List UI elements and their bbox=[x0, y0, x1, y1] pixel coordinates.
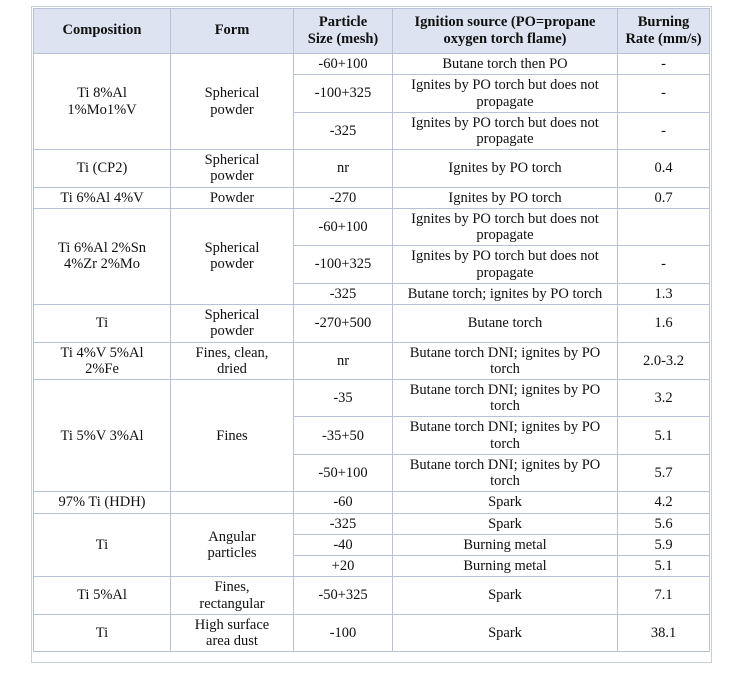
header-line: Burning bbox=[637, 14, 690, 30]
burning-rate-value: 5.1 bbox=[654, 427, 673, 444]
ignition-source-value: Spark bbox=[488, 587, 522, 604]
cell-composition bbox=[34, 492, 171, 513]
cell-particle-size bbox=[294, 54, 393, 75]
cell-particle-size bbox=[294, 417, 393, 454]
cell-burning-rate bbox=[618, 112, 710, 149]
ignition-source-value: Butane torch bbox=[467, 315, 543, 332]
cell-ignition-source bbox=[393, 150, 618, 187]
cell-particle-size bbox=[294, 208, 393, 245]
cell-burning-rate bbox=[618, 54, 710, 75]
cell-composition bbox=[34, 208, 171, 304]
cell-burning-rate bbox=[618, 556, 710, 577]
cell-particle-size bbox=[294, 556, 393, 577]
particle-size-value: nr bbox=[336, 352, 350, 369]
cell-ignition-source bbox=[393, 112, 618, 149]
cell-particle-size bbox=[294, 342, 393, 379]
particle-size-value: -325 bbox=[329, 515, 357, 532]
form-line: Spherical bbox=[204, 240, 260, 257]
cell-form bbox=[171, 614, 294, 651]
form-line: area dust bbox=[206, 633, 258, 650]
cell-particle-size bbox=[294, 305, 393, 342]
cell-ignition-source bbox=[393, 54, 618, 75]
cell-particle-size bbox=[294, 513, 393, 534]
form-line: powder bbox=[210, 101, 254, 118]
form-line: Spherical bbox=[204, 85, 260, 102]
cell-burning-rate bbox=[618, 534, 710, 555]
cell-ignition-source bbox=[393, 556, 618, 577]
cell-burning-rate bbox=[618, 150, 710, 187]
table-row bbox=[34, 187, 710, 208]
cell-ignition-source bbox=[393, 417, 618, 454]
table-row bbox=[34, 54, 710, 75]
particle-size-value: -60+100 bbox=[318, 56, 368, 73]
ignition-source-value: Spark bbox=[488, 624, 522, 641]
ignition-source-value: Butane torch DNI; ignites by PO torch bbox=[409, 382, 601, 415]
ignition-source-value: Ignites by PO torch but does not propagate bbox=[411, 248, 599, 281]
cell-form bbox=[171, 492, 294, 513]
cell-composition bbox=[34, 54, 171, 150]
cell-burning-rate bbox=[618, 577, 710, 614]
particle-size-value: -40 bbox=[333, 536, 353, 553]
form-line: rectangular bbox=[199, 595, 265, 612]
form-line: powder bbox=[210, 323, 254, 340]
table-row bbox=[34, 614, 710, 651]
particle-size-value: -325 bbox=[329, 285, 357, 302]
cell-composition bbox=[34, 577, 171, 614]
form-line: Fines, clean, bbox=[195, 344, 269, 361]
cell-particle-size bbox=[294, 534, 393, 555]
column-header-burning-rate bbox=[618, 9, 710, 54]
particle-size-value: -100+325 bbox=[314, 85, 372, 102]
table-header bbox=[34, 9, 710, 54]
header-row bbox=[34, 9, 710, 54]
burning-rate-value: 1.3 bbox=[654, 285, 673, 302]
cell-ignition-source bbox=[393, 342, 618, 379]
composition-line: Ti 8%Al bbox=[77, 85, 127, 102]
cell-ignition-source bbox=[393, 454, 618, 491]
cell-particle-size bbox=[294, 246, 393, 283]
cell-form bbox=[171, 150, 294, 187]
table-row bbox=[34, 342, 710, 379]
burning-rate-value: - bbox=[661, 256, 666, 273]
particle-size-value: -100+325 bbox=[314, 256, 372, 273]
composition-line: 97% Ti (HDH) bbox=[58, 494, 146, 511]
cell-burning-rate bbox=[618, 417, 710, 454]
particle-size-value: -270 bbox=[329, 189, 357, 206]
column-header-form bbox=[171, 9, 294, 54]
table-row bbox=[34, 208, 710, 245]
header-line: Ignition source (PO=propane bbox=[414, 14, 596, 30]
form-line: dried bbox=[217, 360, 247, 377]
ignition-source-value: Spark bbox=[488, 494, 522, 511]
cell-ignition-source bbox=[393, 187, 618, 208]
burning-rate-value: 38.1 bbox=[650, 624, 677, 641]
burning-rate-value: - bbox=[661, 122, 666, 139]
ignition-source-value: Burning metal bbox=[463, 536, 547, 553]
column-header-composition bbox=[34, 9, 171, 54]
header-line: Form bbox=[214, 22, 250, 39]
burning-rate-value: 3.2 bbox=[654, 390, 673, 407]
table-row bbox=[34, 305, 710, 342]
cell-ignition-source bbox=[393, 208, 618, 245]
composition-line: Ti 5%V 3%Al bbox=[60, 427, 144, 444]
burning-rate-value: 4.2 bbox=[654, 494, 673, 511]
composition-line: Ti 5%Al bbox=[77, 587, 127, 604]
composition-line: Ti 4%V 5%Al bbox=[60, 344, 144, 361]
cell-ignition-source bbox=[393, 534, 618, 555]
cell-form bbox=[171, 187, 294, 208]
form-line: powder bbox=[210, 168, 254, 185]
form-line: particles bbox=[207, 545, 257, 561]
composition-line: 1%Mo1%V bbox=[67, 101, 137, 118]
ignition-source-value: Ignites by PO torch bbox=[448, 160, 562, 177]
form-line: Fines bbox=[216, 427, 248, 444]
particle-size-value: +20 bbox=[331, 558, 355, 575]
cell-burning-rate bbox=[618, 208, 710, 245]
composition-line: Ti bbox=[95, 624, 109, 641]
column-header-particle-size bbox=[294, 9, 393, 54]
cell-burning-rate bbox=[618, 305, 710, 342]
form-line: Fines, bbox=[214, 579, 250, 596]
composition-line: Ti 6%Al 4%V bbox=[60, 189, 144, 206]
cell-particle-size bbox=[294, 150, 393, 187]
cell-burning-rate bbox=[618, 342, 710, 379]
cell-burning-rate bbox=[618, 614, 710, 651]
cell-form bbox=[171, 577, 294, 614]
burning-rate-value: 0.4 bbox=[654, 160, 673, 177]
particle-size-value: -60+100 bbox=[318, 219, 368, 236]
particle-size-value: -50+100 bbox=[318, 465, 368, 482]
particle-size-value: -50+325 bbox=[318, 587, 368, 604]
cell-ignition-source bbox=[393, 380, 618, 417]
cell-composition bbox=[34, 614, 171, 651]
cell-ignition-source bbox=[393, 492, 618, 513]
cell-burning-rate bbox=[618, 246, 710, 283]
cell-ignition-source bbox=[393, 75, 618, 112]
cell-ignition-source bbox=[393, 246, 618, 283]
header-line: oxygen torch flame) bbox=[443, 30, 567, 47]
ignition-source-value: Ignites by PO torch but does not propagate bbox=[411, 114, 599, 147]
cell-burning-rate bbox=[618, 380, 710, 417]
composition-line: 2%Fe bbox=[85, 360, 119, 377]
composition-line: 4%Zr 2%Mo bbox=[63, 256, 141, 273]
header-line: Size (mesh) bbox=[307, 30, 379, 47]
cell-ignition-source bbox=[393, 513, 618, 534]
burning-rate-value: 5.6 bbox=[654, 515, 673, 532]
cell-burning-rate bbox=[618, 187, 710, 208]
cell-burning-rate bbox=[618, 75, 710, 112]
cell-form bbox=[171, 305, 294, 342]
cell-composition bbox=[34, 305, 171, 342]
particle-size-value: nr bbox=[336, 160, 350, 177]
header-line: Particle bbox=[318, 14, 368, 30]
cell-ignition-source bbox=[393, 283, 618, 304]
cell-form bbox=[171, 54, 294, 150]
cell-particle-size bbox=[294, 614, 393, 651]
burning-rate-value: 1.6 bbox=[654, 315, 673, 332]
cell-burning-rate bbox=[618, 283, 710, 304]
cell-burning-rate bbox=[618, 513, 710, 534]
cell-ignition-source bbox=[393, 305, 618, 342]
form-line: powder bbox=[210, 256, 254, 273]
ignition-source-value: Ignites by PO torch bbox=[448, 189, 562, 206]
burning-rate-value: 5.7 bbox=[654, 465, 673, 482]
titanium-burning-rate-table bbox=[33, 8, 710, 652]
composition-line: Ti (CP2) bbox=[76, 160, 128, 177]
table-container bbox=[33, 8, 709, 652]
header-line: Rate (mm/s) bbox=[625, 30, 702, 47]
form-line: Spherical bbox=[204, 307, 260, 324]
ignition-source-value: Burning metal bbox=[463, 558, 547, 575]
ignition-source-value: Spark bbox=[488, 515, 522, 532]
composition-line: Ti 6%Al 2%Sn bbox=[57, 240, 147, 257]
cell-form bbox=[171, 208, 294, 304]
cell-ignition-source bbox=[393, 577, 618, 614]
composition-line: Ti bbox=[95, 315, 109, 332]
particle-size-value: -325 bbox=[329, 122, 357, 139]
header-line: Composition bbox=[62, 22, 142, 39]
table-row bbox=[34, 150, 710, 187]
cell-ignition-source bbox=[393, 614, 618, 651]
burning-rate-value: 2.0-3.2 bbox=[642, 352, 685, 369]
cell-particle-size bbox=[294, 492, 393, 513]
cell-burning-rate bbox=[618, 454, 710, 491]
particle-size-value: -35+50 bbox=[321, 427, 364, 444]
cell-form bbox=[171, 342, 294, 379]
cell-particle-size bbox=[294, 283, 393, 304]
table-row bbox=[34, 380, 710, 417]
cell-composition bbox=[34, 380, 171, 492]
cell-composition bbox=[34, 513, 171, 577]
form-line: Powder bbox=[209, 189, 255, 206]
particle-size-value: -35 bbox=[333, 390, 353, 407]
cell-composition bbox=[34, 342, 171, 379]
ignition-source-value: Ignites by PO torch but does not propagate bbox=[411, 77, 599, 110]
form-line: High surface bbox=[194, 616, 270, 633]
ignition-source-value: Butane torch; ignites by PO torch bbox=[407, 285, 603, 302]
cell-particle-size bbox=[294, 577, 393, 614]
cell-composition bbox=[34, 150, 171, 187]
burning-rate-value: 7.1 bbox=[654, 587, 673, 604]
composition-line: Ti bbox=[95, 536, 109, 553]
cell-particle-size bbox=[294, 112, 393, 149]
table-row bbox=[34, 492, 710, 513]
cell-form bbox=[171, 513, 294, 577]
ignition-source-value: Butane torch DNI; ignites by PO torch bbox=[409, 344, 601, 377]
table-row bbox=[34, 513, 710, 534]
cell-composition bbox=[34, 187, 171, 208]
ignition-source-value: Butane torch DNI; ignites by PO torch bbox=[409, 419, 601, 452]
table-body bbox=[34, 54, 710, 652]
cell-form bbox=[171, 380, 294, 492]
burning-rate-value: 5.9 bbox=[654, 536, 673, 553]
table-row bbox=[34, 577, 710, 614]
burning-rate-value: - bbox=[661, 56, 666, 73]
cell-particle-size bbox=[294, 380, 393, 417]
particle-size-value: -60 bbox=[333, 494, 353, 511]
burning-rate-value: 0.7 bbox=[654, 189, 673, 206]
burning-rate-value: 5.1 bbox=[654, 558, 673, 575]
cell-burning-rate bbox=[618, 492, 710, 513]
form-line: Spherical bbox=[204, 152, 260, 169]
ignition-source-value: Butane torch then PO bbox=[442, 56, 568, 73]
cell-particle-size bbox=[294, 187, 393, 208]
cell-particle-size bbox=[294, 454, 393, 491]
ignition-source-value: Butane torch DNI; ignites by PO torch bbox=[409, 456, 601, 490]
form-line: Angular bbox=[208, 528, 256, 545]
cell-particle-size bbox=[294, 75, 393, 112]
particle-size-value: -270+500 bbox=[314, 315, 372, 332]
burning-rate-value: - bbox=[661, 85, 666, 102]
particle-size-value: -100 bbox=[329, 624, 357, 641]
ignition-source-value: Ignites by PO torch but does not propagate bbox=[411, 210, 599, 244]
column-header-ignition-source bbox=[393, 9, 618, 54]
